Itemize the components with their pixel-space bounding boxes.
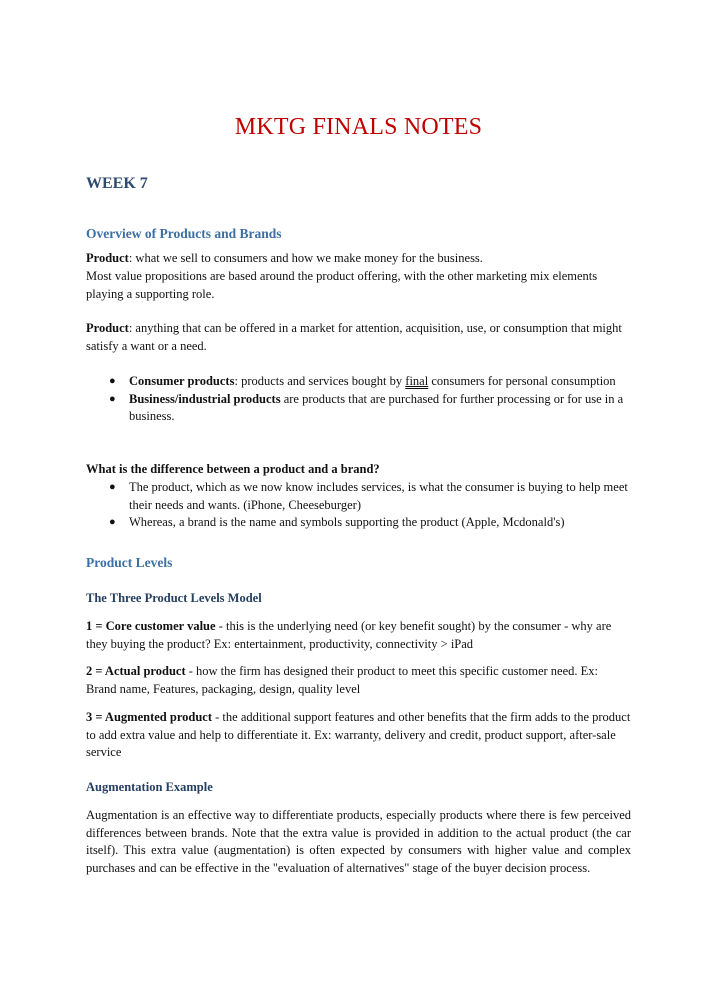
answers-list xyxy=(86,479,631,532)
level-term: 2 = Actual product xyxy=(86,664,186,678)
bullet-term: Consumer products xyxy=(129,374,235,388)
subheading-three-levels: The Three Product Levels Model xyxy=(86,591,262,605)
product-types-list xyxy=(86,373,631,426)
list-item xyxy=(86,514,631,532)
list-item xyxy=(86,391,631,426)
value-proposition-paragraph: Most value propositions are based around the product offering, with the other marketing mix elements playing a supporting role. xyxy=(86,269,598,301)
bullet-text: Whereas, a brand is the name and symbols supporting the product (Apple, Mcdonald's) xyxy=(129,515,565,529)
product-definition-text: : anything that can be offered in a market for attention, acquisition, use, or consumption that might satisfy a want or a need. xyxy=(86,321,622,353)
document-title: MKTG FINALS NOTES xyxy=(234,114,483,140)
level-3-paragraph xyxy=(86,709,631,762)
subheading-augmentation-example: Augmentation Example xyxy=(86,780,213,794)
product-term: Product xyxy=(86,251,129,265)
level-term: 1 = Core customer value xyxy=(86,619,216,633)
bullet-icon: ● xyxy=(109,392,116,405)
product-definition-text: : what we sell to consumers and how we make money for the business. xyxy=(128,251,483,265)
question-text: What is the difference between a product and a brand? xyxy=(86,462,380,476)
product-definition-1 xyxy=(86,250,631,268)
week-heading: WEEK 7 xyxy=(86,175,148,192)
level-text: - this is the underlying need (or key benefit sought) by the consumer - why are they buying the product? Ex: entertainment, productivity, connectivity > iPad xyxy=(86,619,612,651)
product-term: Product xyxy=(86,321,129,335)
level-term: 3 = Augmented product xyxy=(86,710,213,724)
product-definition-2 xyxy=(86,320,631,355)
list-item xyxy=(86,373,631,391)
level-text: - how the firm has designed their product to meet this specific customer need. Ex: Brand name, Features, packaging, design, quality level xyxy=(86,664,598,696)
underlined-word: final xyxy=(405,374,429,388)
level-1-paragraph xyxy=(86,618,631,653)
section-heading-overview: Overview of Products and Brands xyxy=(86,226,282,241)
bullet-icon: ● xyxy=(109,481,116,493)
bullet-icon: ● xyxy=(109,375,116,387)
bullet-icon: ● xyxy=(109,516,116,528)
bullet-text: consumers for personal consumption xyxy=(428,374,616,388)
bullet-text: are products that are purchased for further processing or for use in a business. xyxy=(129,391,624,423)
level-text: - the additional support features and other benefits that the firm adds to the product to add extra value and help to differentiate it. Ex: warranty, delivery and credit, product support, after-sale service xyxy=(86,710,631,759)
list-item xyxy=(86,479,631,514)
bullet-term: Business/industrial products xyxy=(129,391,281,406)
question-heading xyxy=(86,461,631,479)
section-heading-product-levels: Product Levels xyxy=(86,555,173,570)
level-2-paragraph xyxy=(86,663,631,698)
augmentation-paragraph: Augmentation is an effective way to differentiate products, especially products where there is few perceived differences between brands. Note that the extra value is provided in addition to the actual product (the car itself). This extra value (augmentation) is often expected by consumers with higher value and complex purchases and can be effective in the "evaluation of alternatives" stage of the buyer decision process. xyxy=(86,808,631,875)
bullet-text: : products and services bought by xyxy=(234,374,406,388)
bullet-text: The product, which as we now know includes services, is what the consumer is buying to help meet their needs and wants. (iPhone, Cheeseburger) xyxy=(129,480,628,512)
